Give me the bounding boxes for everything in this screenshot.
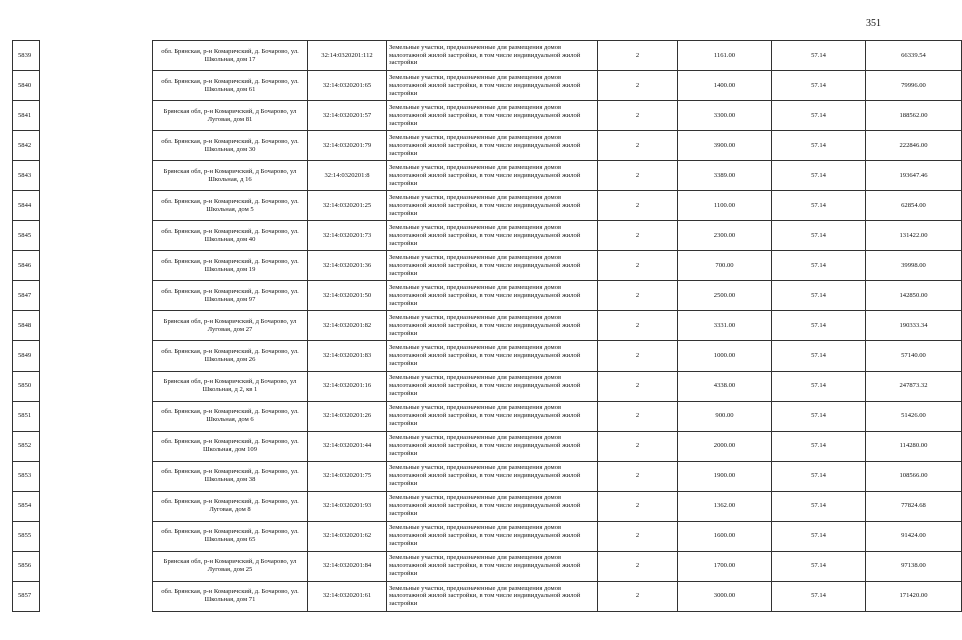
row-number-cell: 5845 (13, 221, 40, 251)
land-use-cell: Земельные участки, предназначенные для размещения домов малоэтажной жилой застройки, в том числе индивидуальной жилой застройки (387, 251, 598, 281)
area-cell: 2000.00 (678, 431, 772, 461)
table-row (13, 281, 962, 311)
category-cell: 2 (598, 131, 678, 161)
table-row (13, 101, 962, 131)
land-use-cell: Земельные участки, предназначенные для размещения домов малоэтажной жилой застройки, в том числе индивидуальной жилой застройки (387, 131, 598, 161)
cadastral-value-cell: 97138.00 (866, 551, 962, 581)
rate-cell: 57.14 (772, 161, 866, 191)
address-cell: обл. Брянская, р-н Комаричский, д. Бочарово, ул. Школьная, дом 17 (153, 41, 308, 71)
category-cell: 2 (598, 161, 678, 191)
blank-cell (40, 491, 153, 521)
cadastral-number-cell: 32:14:0320201:84 (308, 551, 387, 581)
land-use-cell: Земельные участки, предназначенные для размещения домов малоэтажной жилой застройки, в том числе индивидуальной жилой застройки (387, 401, 598, 431)
rate-cell: 57.14 (772, 341, 866, 371)
category-cell: 2 (598, 551, 678, 581)
cadastral-number-cell: 32:14:0320201:57 (308, 101, 387, 131)
cadastral-value-cell: 77824.68 (866, 491, 962, 521)
category-cell: 2 (598, 491, 678, 521)
cadastral-number-cell: 32:14:0320201:26 (308, 401, 387, 431)
page-number: 351 (866, 18, 881, 29)
cadastral-value-cell: 247873.32 (866, 371, 962, 401)
land-use-cell: Земельные участки, предназначенные для размещения домов малоэтажной жилой застройки, в том числе индивидуальной жилой застройки (387, 161, 598, 191)
table-body (13, 41, 962, 612)
row-number-cell: 5846 (13, 251, 40, 281)
blank-cell (40, 341, 153, 371)
address-cell: обл. Брянская, р-н Комаричский, д. Бочарово, ул. Школьная, дом 65 (153, 521, 308, 551)
rate-cell: 57.14 (772, 131, 866, 161)
blank-cell (40, 311, 153, 341)
cadastral-value-cell: 131422.00 (866, 221, 962, 251)
cadastral-number-cell: 32:14:0320201:44 (308, 431, 387, 461)
land-use-cell: Земельные участки, предназначенные для размещения домов малоэтажной жилой застройки, в том числе индивидуальной жилой застройки (387, 341, 598, 371)
row-number-cell: 5853 (13, 461, 40, 491)
table-row (13, 461, 962, 491)
area-cell: 1000.00 (678, 341, 772, 371)
table-row (13, 161, 962, 191)
cadastral-number-cell: 32:14:0320201:25 (308, 191, 387, 221)
area-cell: 3389.00 (678, 161, 772, 191)
area-cell: 3900.00 (678, 131, 772, 161)
table-row (13, 401, 962, 431)
area-cell: 1161.00 (678, 41, 772, 71)
blank-cell (40, 371, 153, 401)
address-cell: Брянская обл, р-н Комаричский, д Бочарово, ул Школьная, д 2, кв 1 (153, 371, 308, 401)
rate-cell: 57.14 (772, 551, 866, 581)
row-number-cell: 5848 (13, 311, 40, 341)
category-cell: 2 (598, 191, 678, 221)
blank-cell (40, 551, 153, 581)
rate-cell: 57.14 (772, 221, 866, 251)
address-cell: Брянская обл, р-н Комаричский, д Бочарово, ул Школьная, д 16 (153, 161, 308, 191)
rate-cell: 57.14 (772, 431, 866, 461)
table-row (13, 491, 962, 521)
blank-cell (40, 461, 153, 491)
category-cell: 2 (598, 401, 678, 431)
land-use-cell: Земельные участки, предназначенные для размещения домов малоэтажной жилой застройки, в том числе индивидуальной жилой застройки (387, 191, 598, 221)
table-row (13, 431, 962, 461)
cadastral-number-cell: 32:14:0320201:16 (308, 371, 387, 401)
category-cell: 2 (598, 281, 678, 311)
land-use-cell: Земельные участки, предназначенные для размещения домов малоэтажной жилой застройки, в том числе индивидуальной жилой застройки (387, 461, 598, 491)
cadastral-value-cell: 79996.00 (866, 71, 962, 101)
blank-cell (40, 431, 153, 461)
rate-cell: 57.14 (772, 71, 866, 101)
table-row (13, 131, 962, 161)
area-cell: 2500.00 (678, 281, 772, 311)
table-row (13, 521, 962, 551)
area-cell: 1362.00 (678, 491, 772, 521)
row-number-cell: 5855 (13, 521, 40, 551)
rate-cell: 57.14 (772, 371, 866, 401)
address-cell: Брянская обл, р-н Комаричский, д Бочарово, ул Луговая, дом 25 (153, 551, 308, 581)
table-row (13, 71, 962, 101)
cadastral-value-cell: 222846.00 (866, 131, 962, 161)
land-use-cell: Земельные участки, предназначенные для размещения домов малоэтажной жилой застройки, в том числе индивидуальной жилой застройки (387, 551, 598, 581)
cadastral-number-cell: 32:14:0320201:93 (308, 491, 387, 521)
row-number-cell: 5842 (13, 131, 40, 161)
land-use-cell: Земельные участки, предназначенные для размещения домов малоэтажной жилой застройки, в том числе индивидуальной жилой застройки (387, 71, 598, 101)
area-cell: 1700.00 (678, 551, 772, 581)
table-row (13, 371, 962, 401)
cadastral-number-cell: 32:14:0320201:61 (308, 581, 387, 611)
land-use-cell: Земельные участки, предназначенные для размещения домов малоэтажной жилой застройки, в том числе индивидуальной жилой застройки (387, 491, 598, 521)
area-cell: 1600.00 (678, 521, 772, 551)
row-number-cell: 5854 (13, 491, 40, 521)
cadastral-value-cell: 66339.54 (866, 41, 962, 71)
row-number-cell: 5839 (13, 41, 40, 71)
cadastral-number-cell: 32:14:0320201:79 (308, 131, 387, 161)
blank-cell (40, 221, 153, 251)
area-cell: 700.00 (678, 251, 772, 281)
cadastral-value-cell: 171420.00 (866, 581, 962, 611)
cadastral-value-cell: 91424.00 (866, 521, 962, 551)
area-cell: 3300.00 (678, 101, 772, 131)
table-row (13, 341, 962, 371)
table-row (13, 551, 962, 581)
land-use-cell: Земельные участки, предназначенные для размещения домов малоэтажной жилой застройки, в том числе индивидуальной жилой застройки (387, 431, 598, 461)
row-number-cell: 5849 (13, 341, 40, 371)
rate-cell: 57.14 (772, 41, 866, 71)
row-number-cell: 5841 (13, 101, 40, 131)
category-cell: 2 (598, 71, 678, 101)
address-cell: обл. Брянская, р-н Комаричский, д. Бочарово, ул. Школьная, дом 71 (153, 581, 308, 611)
cadastral-number-cell: 32:14:0320201:73 (308, 221, 387, 251)
cadastral-value-cell: 142850.00 (866, 281, 962, 311)
category-cell: 2 (598, 341, 678, 371)
rate-cell: 57.14 (772, 521, 866, 551)
cadastral-number-cell: 32:14:0320201:65 (308, 71, 387, 101)
area-cell: 3331.00 (678, 311, 772, 341)
address-cell: обл. Брянская, р-н Комаричский, д. Бочарово, ул. Луговая, дом 8 (153, 491, 308, 521)
category-cell: 2 (598, 581, 678, 611)
cadastral-number-cell: 32:14:0320201:50 (308, 281, 387, 311)
blank-cell (40, 191, 153, 221)
cadastral-value-cell: 108566.00 (866, 461, 962, 491)
address-cell: Брянская обл, р-н Комаричский, д Бочарово, ул Луговая, дом 27 (153, 311, 308, 341)
cadastral-value-cell: 57140.00 (866, 341, 962, 371)
cadastral-value-cell: 193647.46 (866, 161, 962, 191)
row-number-cell: 5844 (13, 191, 40, 221)
address-cell: обл. Брянская, р-н Комаричский, д. Бочарово, ул. Школьная, дом 5 (153, 191, 308, 221)
category-cell: 2 (598, 311, 678, 341)
land-use-cell: Земельные участки, предназначенные для размещения домов малоэтажной жилой застройки, в том числе индивидуальной жилой застройки (387, 101, 598, 131)
cadastral-value-cell: 39998.00 (866, 251, 962, 281)
land-registry-table (12, 40, 962, 612)
address-cell: обл. Брянская, р-н Комаричский, д. Бочарово, ул. Школьная, дом 109 (153, 431, 308, 461)
table-row (13, 41, 962, 71)
land-use-cell: Земельные участки, предназначенные для размещения домов малоэтажной жилой застройки, в том числе индивидуальной жилой застройки (387, 521, 598, 551)
rate-cell: 57.14 (772, 101, 866, 131)
row-number-cell: 5840 (13, 71, 40, 101)
cadastral-number-cell: 32:14:0320201:8 (308, 161, 387, 191)
rate-cell: 57.14 (772, 251, 866, 281)
address-cell: Брянская обл, р-н Комаричский, д Бочарово, ул Луговая, дом 81 (153, 101, 308, 131)
land-use-cell: Земельные участки, предназначенные для размещения домов малоэтажной жилой застройки, в том числе индивидуальной жилой застройки (387, 581, 598, 611)
cadastral-number-cell: 32:14:0320201:83 (308, 341, 387, 371)
address-cell: обл. Брянская, р-н Комаричский, д. Бочарово, ул. Школьная, дом 19 (153, 251, 308, 281)
land-use-cell: Земельные участки, предназначенные для размещения домов малоэтажной жилой застройки, в том числе индивидуальной жилой застройки (387, 281, 598, 311)
address-cell: обл. Брянская, р-н Комаричский, д. Бочарово, ул. Школьная, дом 97 (153, 281, 308, 311)
rate-cell: 57.14 (772, 191, 866, 221)
table-row (13, 251, 962, 281)
category-cell: 2 (598, 371, 678, 401)
category-cell: 2 (598, 461, 678, 491)
cadastral-value-cell: 188562.00 (866, 101, 962, 131)
cadastral-number-cell: 32:14:0320201:75 (308, 461, 387, 491)
area-cell: 3000.00 (678, 581, 772, 611)
rate-cell: 57.14 (772, 311, 866, 341)
blank-cell (40, 101, 153, 131)
row-number-cell: 5852 (13, 431, 40, 461)
row-number-cell: 5843 (13, 161, 40, 191)
row-number-cell: 5856 (13, 551, 40, 581)
category-cell: 2 (598, 41, 678, 71)
blank-cell (40, 71, 153, 101)
area-cell: 1400.00 (678, 71, 772, 101)
blank-cell (40, 281, 153, 311)
row-number-cell: 5850 (13, 371, 40, 401)
address-cell: обл. Брянская, р-н Комаричский, д. Бочарово, ул. Школьная, дом 6 (153, 401, 308, 431)
row-number-cell: 5851 (13, 401, 40, 431)
rate-cell: 57.14 (772, 401, 866, 431)
land-use-cell: Земельные участки, предназначенные для размещения домов малоэтажной жилой застройки, в том числе индивидуальной жилой застройки (387, 221, 598, 251)
cadastral-number-cell: 32:14:0320201:82 (308, 311, 387, 341)
row-number-cell: 5847 (13, 281, 40, 311)
area-cell: 1900.00 (678, 461, 772, 491)
address-cell: обл. Брянская, р-н Комаричский, д. Бочарово, ул. Школьная, дом 26 (153, 341, 308, 371)
table-row (13, 581, 962, 611)
area-cell: 4338.00 (678, 371, 772, 401)
cadastral-number-cell: 32:14:0320201:36 (308, 251, 387, 281)
cadastral-value-cell: 62854.00 (866, 191, 962, 221)
blank-cell (40, 131, 153, 161)
rate-cell: 57.14 (772, 281, 866, 311)
address-cell: обл. Брянская, р-н Комаричский, д. Бочарово, ул. Школьная, дом 30 (153, 131, 308, 161)
table-row (13, 191, 962, 221)
cadastral-value-cell: 51426.00 (866, 401, 962, 431)
address-cell: обл. Брянская, р-н Комаричский, д. Бочарово, ул. Школьная, дом 38 (153, 461, 308, 491)
cadastral-number-cell: 32:14:0320201:112 (308, 41, 387, 71)
category-cell: 2 (598, 431, 678, 461)
cadastral-value-cell: 190333.34 (866, 311, 962, 341)
table-row (13, 221, 962, 251)
cadastral-number-cell: 32:14:0320201:62 (308, 521, 387, 551)
row-number-cell: 5857 (13, 581, 40, 611)
table-row (13, 311, 962, 341)
category-cell: 2 (598, 251, 678, 281)
blank-cell (40, 161, 153, 191)
rate-cell: 57.14 (772, 581, 866, 611)
land-use-cell: Земельные участки, предназначенные для размещения домов малоэтажной жилой застройки, в том числе индивидуальной жилой застройки (387, 41, 598, 71)
blank-cell (40, 521, 153, 551)
blank-cell (40, 41, 153, 71)
category-cell: 2 (598, 521, 678, 551)
rate-cell: 57.14 (772, 491, 866, 521)
blank-cell (40, 401, 153, 431)
blank-cell (40, 251, 153, 281)
rate-cell: 57.14 (772, 461, 866, 491)
address-cell: обл. Брянская, р-н Комаричский, д. Бочарово, ул. Школьная, дом 40 (153, 221, 308, 251)
area-cell: 900.00 (678, 401, 772, 431)
land-use-cell: Земельные участки, предназначенные для размещения домов малоэтажной жилой застройки, в том числе индивидуальной жилой застройки (387, 371, 598, 401)
address-cell: обл. Брянская, р-н Комаричский, д. Бочарово, ул. Школьная, дом 61 (153, 71, 308, 101)
area-cell: 2300.00 (678, 221, 772, 251)
land-use-cell: Земельные участки, предназначенные для размещения домов малоэтажной жилой застройки, в том числе индивидуальной жилой застройки (387, 311, 598, 341)
blank-cell (40, 581, 153, 611)
category-cell: 2 (598, 101, 678, 131)
cadastral-value-cell: 114280.00 (866, 431, 962, 461)
area-cell: 1100.00 (678, 191, 772, 221)
category-cell: 2 (598, 221, 678, 251)
